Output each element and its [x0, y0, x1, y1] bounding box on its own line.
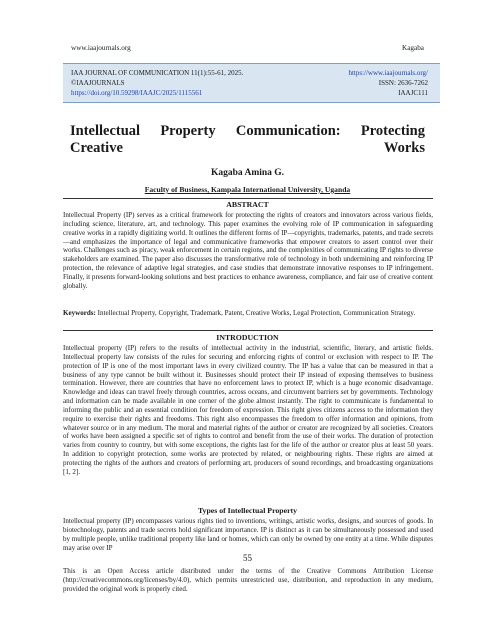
abstract-heading: ABSTRACT: [226, 200, 269, 209]
journal-copyright: ©IAAJOURNALS: [71, 79, 125, 87]
license-footer: This is an Open Access article distributed under the terms of the Creative Commons Attribution License (http://creativecommons.org/licenses/by/4.0), which permits unrestricted use, distribution, and reproduction in any medium, provided the original work is properly cited.: [63, 567, 433, 593]
journal-citation: IAA JOURNAL OF COMMUNICATION 11(1):55-61, 2025.: [71, 69, 244, 77]
abstract-text: Intellectual Property (IP) serves as a critical framework for protecting the rights of creators and innovators across various fields, including science, literature, art, and technology. This paper examines the evolving role of IP communication in safeguarding creative works in a rapidly digitizing world. It outlines the different forms of IP—copyrights, trademarks, patents, and trade secrets—and emphasizes the importance of legal and communicative frameworks that empower creators to assert control over their works. Challenges such as piracy, weak enforcement in certain regions, and the complexities of communicating IP rights to diverse stakeholders are examined. The paper also discusses the transformative role of technology in both undermining and reinforcing IP protection, the relevance of adaptive legal strategies, and case studies that demonstrate innovative responses to IP infringement. Finally, it presents forward-looking solutions and best practices to enhance awareness, compliance, and fair use of creative content globally.: [63, 211, 433, 290]
journal-code: IAAJC111: [398, 89, 428, 97]
keywords: [63, 309, 433, 318]
author-name: Kagaba Amina G.: [210, 168, 285, 178]
article-title: [70, 123, 425, 157]
keywords-text: Intellectual Property, Copyright, Trademark, Patent, Creative Works, Legal Protection, Communication Strategy.: [97, 309, 416, 317]
journal-info-box: [63, 63, 440, 103]
keywords-label: Keywords:: [63, 309, 96, 317]
doi-link[interactable]: https://doi.org/10.59298/IAAJC/2025/1115561: [71, 89, 203, 97]
page-number: 55: [243, 553, 252, 563]
journal-info-left: [71, 68, 243, 98]
article-title-line1: Intellectual Property Communication: Protecting: [70, 123, 425, 139]
introduction-text: Intellectual property (IP) refers to the results of intellectual activity in the industrial, scientific, literary, and artistic fields. Intellectual property law consists of the rules for securing and enforcing rights of control or exclusion with respect to IP. The protection of IP is one of the most important laws in every civilized country. The IP has a value that can be measured in that a business of any type cannot be built without it. Businesses should protect their IP instead of exposing themselves to business termination. However, there are countries that have no enforcement laws to protect IP, which is a huge economic disadvantage. Knowledge and ideas can travel freely through countries, across oceans, and circumvent barriers set by governments. Technology and information can be made available in one corner of the globe almost instantly. The right to communicate is fundamental to informing the public and an essential condition for freedom of expression. This right gives citizens access to the information they require to exercise their rights and freedoms. This right also encompasses the freedom to offer information and opinions, from whatever source or in any medium. The moral and material rights of the author or creator are recognized by all societies. Creators of works have been assigned a specific set of rights to control and benefit from the use of their works. The duration of protection varies from country to country, but with some exceptions, the rights last for the life of the author or creator plus at least 50 years. In addition to copyright protection, some works are protected by related, or neighbouring rights. These rights are aimed at protecting the rights of the authors and creators of performing art, producers of sound recordings, and broadcasting organizations [1, 2].: [63, 344, 433, 476]
introduction-heading: INTRODUCTION: [216, 333, 279, 342]
types-heading: Types of Intellectual Property: [197, 506, 298, 515]
journal-url-link[interactable]: https://www.iaajournals.org/: [348, 69, 428, 77]
types-text: Intellectual property (IP) encompasses various rights tied to inventions, writings, artistic works, designs, and sources of goods. In biotechnology, patents and trade secrets hold significant importance. IP is distinct as it can be simultaneously possessed and used by multiple people, unlike traditional property like land or homes, which can only be owned by one entity at a time. While disputes may arise over IP: [63, 517, 433, 552]
header-author: Kagaba: [402, 44, 424, 52]
journal-info-right: [348, 68, 428, 98]
article-title-line2: Creative Works: [70, 140, 425, 156]
running-header: [71, 44, 424, 52]
abstract-top-rule: [63, 198, 433, 199]
journal-issn: ISSN: 2636-7262: [378, 79, 428, 87]
header-website[interactable]: www.iaajournals.org: [71, 44, 131, 52]
affiliation-text: Faculty of Business, Kampala International University, Uganda: [144, 185, 351, 194]
abstract-bottom-rule: [63, 330, 433, 331]
author-affiliation: [0, 185, 495, 194]
